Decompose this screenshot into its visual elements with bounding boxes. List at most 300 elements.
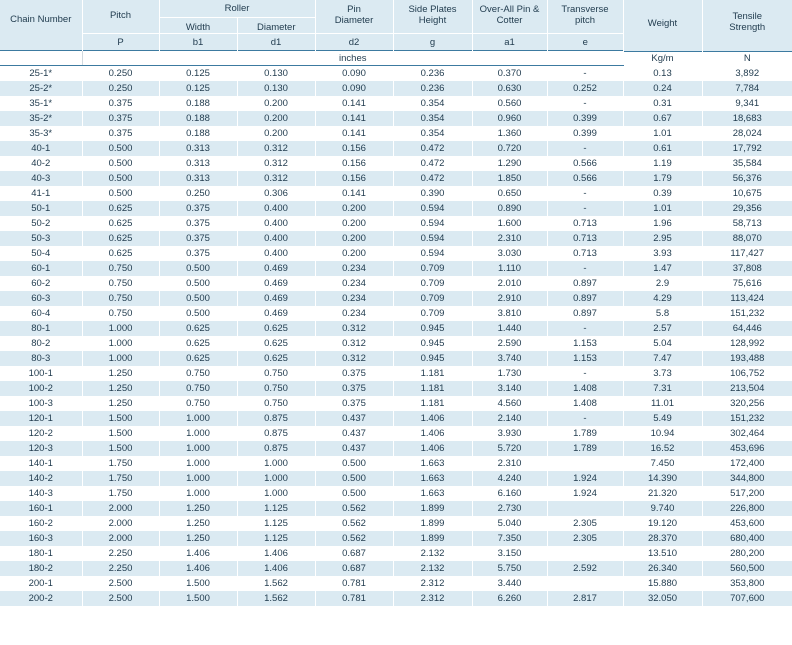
cell-pin: 0.781: [315, 591, 393, 606]
table-row: [0, 246, 792, 261]
cell-diameter: 1.000: [237, 486, 315, 501]
table-row: [0, 156, 792, 171]
table-row: [0, 591, 792, 606]
cell-width: 0.375: [159, 216, 237, 231]
cell-overall: 3.440: [472, 576, 547, 591]
cell-tensile: 353,800: [702, 576, 792, 591]
cell-pitch: 0.250: [82, 81, 159, 96]
cell-chain: 160-1: [0, 501, 82, 516]
cell-chain: 40-3: [0, 171, 82, 186]
cell-transverse: 0.399: [547, 111, 623, 126]
cell-pin: 0.234: [315, 291, 393, 306]
cell-transverse: 0.566: [547, 171, 623, 186]
cell-tensile: 88,070: [702, 231, 792, 246]
cell-width: 0.313: [159, 141, 237, 156]
table-row: [0, 336, 792, 351]
cell-width: 0.188: [159, 111, 237, 126]
cell-transverse: 0.713: [547, 246, 623, 261]
cell-overall: 5.720: [472, 441, 547, 456]
cell-chain: 50-3: [0, 231, 82, 246]
cell-pin: 0.687: [315, 546, 393, 561]
table-row: [0, 531, 792, 546]
cell-weight: 10.94: [623, 426, 702, 441]
cell-overall: 3.740: [472, 351, 547, 366]
cell-transverse: 2.305: [547, 516, 623, 531]
table-row: [0, 366, 792, 381]
table-row: [0, 576, 792, 591]
cell-overall: 2.590: [472, 336, 547, 351]
cell-transverse: 1.153: [547, 336, 623, 351]
cell-weight: 5.49: [623, 411, 702, 426]
cell-pin: 0.562: [315, 501, 393, 516]
cell-diameter: 0.875: [237, 441, 315, 456]
table-row: [0, 66, 792, 82]
cell-overall: 0.630: [472, 81, 547, 96]
cell-width: 1.406: [159, 546, 237, 561]
cell-transverse: -: [547, 261, 623, 276]
cell-weight: 7.31: [623, 381, 702, 396]
cell-width: 0.500: [159, 261, 237, 276]
cell-weight: 1.01: [623, 201, 702, 216]
cell-diameter: 0.312: [237, 171, 315, 186]
cell-pitch: 2.000: [82, 531, 159, 546]
cell-pin: 0.781: [315, 576, 393, 591]
cell-weight: 2.95: [623, 231, 702, 246]
cell-pitch: 0.750: [82, 291, 159, 306]
cell-overall: 3.150: [472, 546, 547, 561]
cell-pitch: 0.500: [82, 156, 159, 171]
cell-transverse: 1.153: [547, 351, 623, 366]
cell-transverse: 0.897: [547, 291, 623, 306]
cell-diameter: 0.130: [237, 81, 315, 96]
cell-side: 0.709: [393, 276, 472, 291]
header-pitch: Pitch: [82, 0, 159, 34]
cell-tensile: 302,464: [702, 426, 792, 441]
cell-pitch: 1.750: [82, 486, 159, 501]
cell-pitch: 2.000: [82, 516, 159, 531]
cell-width: 0.500: [159, 291, 237, 306]
cell-chain: 80-2: [0, 336, 82, 351]
cell-pitch: 1.250: [82, 396, 159, 411]
cell-tensile: 226,800: [702, 501, 792, 516]
cell-weight: 5.8: [623, 306, 702, 321]
table-row: [0, 471, 792, 486]
cell-pitch: 0.500: [82, 141, 159, 156]
cell-overall: 3.810: [472, 306, 547, 321]
cell-tensile: 280,200: [702, 546, 792, 561]
cell-overall: 6.160: [472, 486, 547, 501]
header-overall-pin-cotter: Over-All Pin & Cotter: [472, 0, 547, 34]
header-symbol-pin: d2: [315, 34, 393, 51]
cell-weight: 0.31: [623, 96, 702, 111]
cell-side: 1.406: [393, 411, 472, 426]
cell-chain: 160-2: [0, 516, 82, 531]
header-weight: Weight Kg/m: [623, 0, 702, 66]
cell-transverse: 1.789: [547, 441, 623, 456]
cell-tensile: 17,792: [702, 141, 792, 156]
cell-overall: 4.560: [472, 396, 547, 411]
cell-pin: 0.437: [315, 411, 393, 426]
cell-width: 0.500: [159, 276, 237, 291]
cell-side: 1.181: [393, 381, 472, 396]
cell-tensile: 113,424: [702, 291, 792, 306]
cell-pitch: 0.625: [82, 231, 159, 246]
cell-width: 0.625: [159, 321, 237, 336]
cell-pin: 0.437: [315, 441, 393, 456]
cell-diameter: 0.875: [237, 411, 315, 426]
cell-overall: 3.140: [472, 381, 547, 396]
cell-diameter: 1.000: [237, 471, 315, 486]
cell-transverse: 1.789: [547, 426, 623, 441]
cell-pitch: 1.000: [82, 336, 159, 351]
cell-side: 2.312: [393, 591, 472, 606]
table-row: [0, 411, 792, 426]
table-row: [0, 396, 792, 411]
cell-width: 0.188: [159, 126, 237, 141]
cell-pitch: 0.375: [82, 111, 159, 126]
cell-transverse: -: [547, 411, 623, 426]
cell-chain: 160-3: [0, 531, 82, 546]
table-row: [0, 111, 792, 126]
header-pin-diameter: Pin Diameter: [315, 0, 393, 34]
cell-side: 0.709: [393, 261, 472, 276]
cell-side: 1.181: [393, 396, 472, 411]
cell-chain: 60-1: [0, 261, 82, 276]
table-row: [0, 231, 792, 246]
cell-width: 1.000: [159, 426, 237, 441]
cell-transverse: 1.924: [547, 486, 623, 501]
cell-diameter: 0.875: [237, 426, 315, 441]
cell-tensile: 193,488: [702, 351, 792, 366]
cell-pin: 0.312: [315, 351, 393, 366]
cell-overall: 2.910: [472, 291, 547, 306]
cell-tensile: 7,784: [702, 81, 792, 96]
cell-transverse: [547, 576, 623, 591]
cell-pitch: 1.000: [82, 351, 159, 366]
cell-tensile: 517,200: [702, 486, 792, 501]
table-row: [0, 261, 792, 276]
header-unit-tensile: N: [703, 51, 792, 66]
header-transverse-pitch: Transverse pitch: [547, 0, 623, 34]
cell-transverse: [547, 501, 623, 516]
table-row: [0, 351, 792, 366]
cell-transverse: 2.592: [547, 561, 623, 576]
cell-side: 1.406: [393, 441, 472, 456]
cell-diameter: 0.400: [237, 231, 315, 246]
header-diameter: Diameter: [237, 18, 315, 34]
cell-weight: 11.01: [623, 396, 702, 411]
cell-width: 0.375: [159, 201, 237, 216]
cell-chain: 35-1*: [0, 96, 82, 111]
cell-overall: 2.140: [472, 411, 547, 426]
cell-pin: 0.312: [315, 336, 393, 351]
cell-diameter: 0.469: [237, 261, 315, 276]
cell-side: 0.709: [393, 291, 472, 306]
cell-chain: 60-3: [0, 291, 82, 306]
cell-weight: 0.61: [623, 141, 702, 156]
cell-pin: 0.090: [315, 81, 393, 96]
cell-overall: 2.310: [472, 456, 547, 471]
cell-transverse: 2.817: [547, 591, 623, 606]
cell-diameter: 1.562: [237, 576, 315, 591]
cell-pitch: 1.500: [82, 426, 159, 441]
cell-pin: 0.375: [315, 396, 393, 411]
cell-tensile: 29,356: [702, 201, 792, 216]
cell-weight: 1.01: [623, 126, 702, 141]
cell-weight: 5.04: [623, 336, 702, 351]
cell-transverse: -: [547, 201, 623, 216]
cell-weight: 16.52: [623, 441, 702, 456]
cell-side: 2.132: [393, 546, 472, 561]
cell-transverse: 1.408: [547, 381, 623, 396]
cell-chain: 140-2: [0, 471, 82, 486]
cell-side: 1.406: [393, 426, 472, 441]
cell-tensile: 106,752: [702, 366, 792, 381]
cell-overall: 2.010: [472, 276, 547, 291]
cell-pin: 0.156: [315, 141, 393, 156]
cell-tensile: 10,675: [702, 186, 792, 201]
table-row: [0, 321, 792, 336]
cell-width: 0.250: [159, 186, 237, 201]
cell-width: 1.500: [159, 576, 237, 591]
cell-diameter: 0.625: [237, 321, 315, 336]
cell-diameter: 0.469: [237, 306, 315, 321]
header-symbol-side: g: [393, 34, 472, 51]
cell-overall: 7.350: [472, 531, 547, 546]
cell-transverse: 0.566: [547, 156, 623, 171]
cell-diameter: 0.750: [237, 381, 315, 396]
header-unit-inches: inches: [82, 51, 623, 66]
cell-transverse: 1.924: [547, 471, 623, 486]
table-row: [0, 141, 792, 156]
cell-chain: 140-1: [0, 456, 82, 471]
cell-weight: 21.320: [623, 486, 702, 501]
cell-chain: 40-2: [0, 156, 82, 171]
cell-diameter: 1.562: [237, 591, 315, 606]
cell-side: 0.709: [393, 306, 472, 321]
cell-pin: 0.141: [315, 186, 393, 201]
cell-overall: 0.560: [472, 96, 547, 111]
cell-side: 1.899: [393, 531, 472, 546]
cell-chain: 25-2*: [0, 81, 82, 96]
table-body: [0, 66, 792, 607]
cell-pin: 0.234: [315, 306, 393, 321]
cell-side: 0.594: [393, 201, 472, 216]
cell-pin: 0.500: [315, 456, 393, 471]
cell-overall: 5.040: [472, 516, 547, 531]
cell-chain: 35-2*: [0, 111, 82, 126]
cell-chain: 200-1: [0, 576, 82, 591]
cell-tensile: 3,892: [702, 66, 792, 82]
cell-overall: 4.240: [472, 471, 547, 486]
cell-pin: 0.500: [315, 471, 393, 486]
cell-chain: 50-1: [0, 201, 82, 216]
cell-side: 1.899: [393, 501, 472, 516]
cell-transverse: -: [547, 186, 623, 201]
table-row: [0, 381, 792, 396]
cell-diameter: 0.469: [237, 276, 315, 291]
cell-weight: 1.47: [623, 261, 702, 276]
cell-width: 0.313: [159, 156, 237, 171]
cell-transverse: -: [547, 141, 623, 156]
cell-tensile: 344,800: [702, 471, 792, 486]
cell-overall: 3.930: [472, 426, 547, 441]
cell-weight: 26.340: [623, 561, 702, 576]
cell-side: 1.899: [393, 516, 472, 531]
cell-overall: 5.750: [472, 561, 547, 576]
cell-side: 0.236: [393, 66, 472, 82]
header-tensile-strength: Tensile Strength N: [702, 0, 792, 66]
cell-chain: 41-1: [0, 186, 82, 201]
cell-chain: 100-1: [0, 366, 82, 381]
cell-width: 0.625: [159, 336, 237, 351]
table-row: [0, 171, 792, 186]
cell-tensile: 56,376: [702, 171, 792, 186]
cell-pitch: 1.000: [82, 321, 159, 336]
cell-side: 0.472: [393, 141, 472, 156]
table-row: [0, 291, 792, 306]
cell-side: 0.594: [393, 231, 472, 246]
cell-pitch: 1.250: [82, 366, 159, 381]
cell-diameter: 1.125: [237, 501, 315, 516]
cell-pitch: 0.625: [82, 216, 159, 231]
cell-overall: 0.370: [472, 66, 547, 82]
table-row: [0, 186, 792, 201]
cell-side: 0.945: [393, 351, 472, 366]
cell-tensile: 35,584: [702, 156, 792, 171]
cell-pitch: 0.250: [82, 66, 159, 82]
cell-weight: 1.79: [623, 171, 702, 186]
cell-side: 0.354: [393, 111, 472, 126]
cell-overall: 1.110: [472, 261, 547, 276]
cell-chain: 80-1: [0, 321, 82, 336]
header-symbol-pitch: P: [82, 34, 159, 51]
cell-weight: 2.57: [623, 321, 702, 336]
cell-pitch: 0.750: [82, 306, 159, 321]
cell-width: 1.250: [159, 516, 237, 531]
cell-pin: 0.200: [315, 201, 393, 216]
header-symbol-overall: a1: [472, 34, 547, 51]
cell-width: 0.625: [159, 351, 237, 366]
cell-diameter: 0.312: [237, 156, 315, 171]
cell-tensile: 320,256: [702, 396, 792, 411]
table-row: [0, 126, 792, 141]
cell-pitch: 0.375: [82, 126, 159, 141]
cell-pitch: 2.000: [82, 501, 159, 516]
cell-pin: 0.562: [315, 531, 393, 546]
cell-tensile: 172,400: [702, 456, 792, 471]
cell-width: 1.000: [159, 456, 237, 471]
header-symbol-width: b1: [159, 34, 237, 51]
cell-width: 0.750: [159, 366, 237, 381]
cell-overall: 1.850: [472, 171, 547, 186]
header-unit-weight: Kg/m: [624, 51, 702, 66]
cell-diameter: 0.625: [237, 351, 315, 366]
cell-pitch: 0.625: [82, 201, 159, 216]
cell-pin: 0.562: [315, 516, 393, 531]
cell-pitch: 2.250: [82, 561, 159, 576]
cell-chain: 120-1: [0, 411, 82, 426]
cell-weight: 3.73: [623, 366, 702, 381]
cell-transverse: -: [547, 321, 623, 336]
cell-weight: 13.510: [623, 546, 702, 561]
table-row: [0, 276, 792, 291]
cell-tensile: 18,683: [702, 111, 792, 126]
cell-diameter: 0.312: [237, 141, 315, 156]
cell-weight: 9.740: [623, 501, 702, 516]
cell-pin: 0.687: [315, 561, 393, 576]
cell-width: 0.375: [159, 246, 237, 261]
header-symbol-diameter: d1: [237, 34, 315, 51]
cell-width: 1.250: [159, 531, 237, 546]
table-row: [0, 486, 792, 501]
cell-transverse: [547, 546, 623, 561]
cell-width: 0.750: [159, 381, 237, 396]
cell-diameter: 1.125: [237, 516, 315, 531]
cell-pitch: 2.250: [82, 546, 159, 561]
cell-pin: 0.156: [315, 156, 393, 171]
table-row: [0, 96, 792, 111]
cell-pitch: 1.500: [82, 411, 159, 426]
cell-overall: 1.600: [472, 216, 547, 231]
cell-diameter: 0.200: [237, 111, 315, 126]
cell-overall: 0.720: [472, 141, 547, 156]
header-roller: Roller: [159, 0, 315, 18]
cell-chain: 80-3: [0, 351, 82, 366]
cell-tensile: 213,504: [702, 381, 792, 396]
cell-chain: 50-4: [0, 246, 82, 261]
cell-pin: 0.090: [315, 66, 393, 82]
cell-weight: 2.9: [623, 276, 702, 291]
cell-weight: 0.24: [623, 81, 702, 96]
cell-pin: 0.200: [315, 231, 393, 246]
header-chain-number: Chain Number: [0, 0, 82, 51]
table-row: [0, 441, 792, 456]
cell-side: 0.354: [393, 126, 472, 141]
cell-diameter: 1.406: [237, 546, 315, 561]
cell-transverse: 0.399: [547, 126, 623, 141]
cell-tensile: 64,446: [702, 321, 792, 336]
cell-side: 0.945: [393, 336, 472, 351]
cell-side: 0.472: [393, 171, 472, 186]
cell-diameter: 0.400: [237, 246, 315, 261]
cell-weight: 4.29: [623, 291, 702, 306]
cell-transverse: 2.305: [547, 531, 623, 546]
cell-transverse: 0.713: [547, 216, 623, 231]
cell-side: 0.945: [393, 321, 472, 336]
cell-chain: 180-1: [0, 546, 82, 561]
cell-tensile: 151,232: [702, 411, 792, 426]
cell-overall: 3.030: [472, 246, 547, 261]
cell-pitch: 1.750: [82, 471, 159, 486]
table-row: [0, 201, 792, 216]
cell-side: 1.663: [393, 456, 472, 471]
cell-width: 1.250: [159, 501, 237, 516]
cell-pin: 0.375: [315, 366, 393, 381]
cell-chain: 180-2: [0, 561, 82, 576]
cell-width: 1.000: [159, 486, 237, 501]
cell-diameter: 1.406: [237, 561, 315, 576]
cell-weight: 32.050: [623, 591, 702, 606]
header-side-plates-height: Side Plates Height: [393, 0, 472, 34]
cell-side: 2.312: [393, 576, 472, 591]
cell-pitch: 0.500: [82, 186, 159, 201]
cell-weight: 14.390: [623, 471, 702, 486]
cell-pin: 0.156: [315, 171, 393, 186]
cell-weight: 7.450: [623, 456, 702, 471]
cell-side: 0.390: [393, 186, 472, 201]
cell-pin: 0.234: [315, 276, 393, 291]
